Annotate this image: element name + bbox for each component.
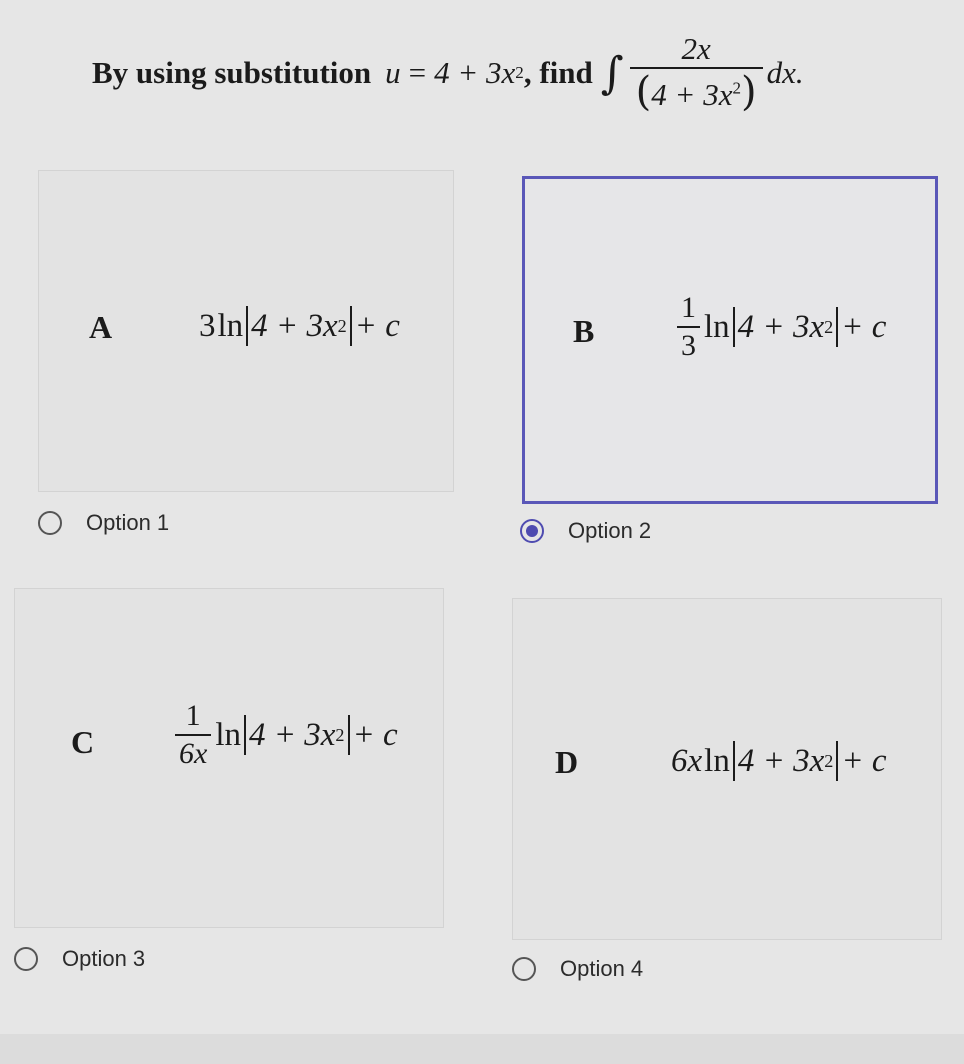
integrand-numerator: 2x [681,30,711,66]
option-label: Option 2 [568,518,652,543]
option-4-radio-row[interactable] [512,956,643,982]
sub-variable: u [385,55,401,90]
option-label: Option 3 [62,946,146,971]
option-expression: $\frac{1}{6x}$ ln 4 + 3x 2 + c [175,701,398,769]
option-letter: A [89,309,113,345]
radio-button-selected[interactable] [520,519,544,543]
radio-button[interactable] [14,947,38,971]
option-letter: C [71,724,95,760]
option-card-a[interactable] [38,170,454,492]
option-letter: D [555,744,579,780]
sub-exponent: 2 [515,63,524,82]
denominator-exponent: 2 [732,78,741,98]
integral-sign: ∫ [600,47,624,99]
option-card-c[interactable] [14,588,444,928]
sub-expression: 4 + 3x [434,55,516,90]
question-lead: By using substitution [92,55,372,90]
option-label: Option 1 [86,510,170,535]
bottom-strip [0,1034,964,1064]
radio-button[interactable] [512,957,536,981]
option-1-radio-row[interactable] [38,510,169,536]
question-text [92,18,804,128]
denominator-expression: 4 + 3x [651,77,733,113]
differential: dx. [766,55,804,90]
radio-button[interactable] [38,511,62,535]
integrand-denominator: $(4 + 3x^2)$ [630,67,763,113]
option-expression: 6x ln 4 + 3x 2 + c [671,741,887,781]
option-expression: 3 ln 4 + 3x 2 + c [199,306,400,346]
option-card-b[interactable] [522,176,938,504]
option-2-radio-row[interactable] [520,518,651,544]
option-3-radio-row[interactable] [14,946,145,972]
question-find: , find [523,55,593,90]
equals-sign: = [408,55,427,90]
option-card-d[interactable] [512,598,942,940]
option-letter: B [573,313,595,349]
option-label: Option 4 [560,956,644,981]
option-expression: $\frac{1}{3}$ ln 4 + 3x 2 + c [677,293,886,361]
integrand-fraction [630,30,763,116]
